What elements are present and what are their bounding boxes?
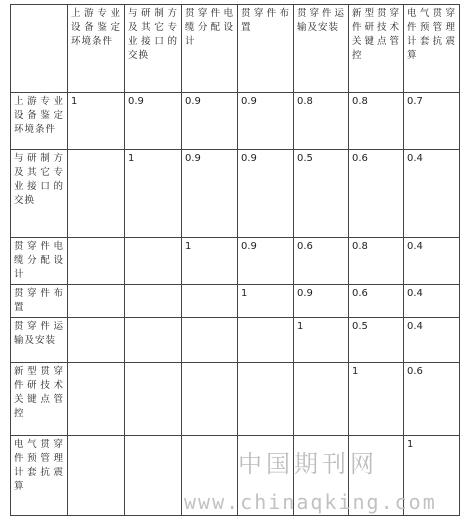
row-header: 贯穿件电缆分配设计 <box>11 238 68 285</box>
table-cell <box>125 238 182 285</box>
table-cell: 1 <box>125 150 182 238</box>
table-cell: 0.5 <box>349 318 404 363</box>
table-cell <box>68 363 125 436</box>
table-cell: 0.8 <box>349 238 404 285</box>
table-cell <box>182 285 238 318</box>
table-cell: 1 <box>238 285 294 318</box>
table-cell <box>125 285 182 318</box>
table-cell: 0.4 <box>404 150 460 238</box>
table-cell <box>125 436 182 516</box>
table-cell: 0.9 <box>125 93 182 150</box>
watermark-url: www.chinaqking.com <box>184 490 437 514</box>
row-header: 上游专业设备鉴定环境条件 <box>11 93 68 150</box>
row-header: 贯穿件布置 <box>11 285 68 318</box>
table-cell <box>125 318 182 363</box>
table-cell: 0.5 <box>294 150 349 238</box>
table-cell: 0.6 <box>404 363 460 436</box>
table-cell: 0.4 <box>404 318 460 363</box>
table-cell: 1 <box>294 318 349 363</box>
table-cell: 0.6 <box>349 150 404 238</box>
table-row <box>11 150 460 238</box>
table-cell: 0.6 <box>349 285 404 318</box>
table-cell: 0.9 <box>294 285 349 318</box>
table-cell <box>68 318 125 363</box>
table-row <box>11 363 460 436</box>
table-cell <box>182 363 238 436</box>
table-cell: 0.9 <box>238 238 294 285</box>
table-cell <box>294 363 349 436</box>
table-cell: 0.9 <box>238 93 294 150</box>
watermark-site-name: 中国期刊网 <box>238 450 378 478</box>
corner-cell <box>11 5 68 93</box>
col-header: 贯穿件运输及安装 <box>294 5 349 93</box>
table-cell: 1 <box>349 363 404 436</box>
table-cell <box>238 318 294 363</box>
table-cell: 1 <box>182 238 238 285</box>
row-header: 与研制方及其它专业接口的交换 <box>11 150 68 238</box>
col-header: 贯穿件布置 <box>238 5 294 93</box>
correlation-matrix-table <box>10 4 460 516</box>
table-cell <box>68 285 125 318</box>
row-header: 电气贯穿件预管理计套抗震算 <box>11 436 68 516</box>
table-cell: 0.9 <box>182 93 238 150</box>
table-cell: 1 <box>68 93 125 150</box>
table-cell: 1 <box>404 436 460 516</box>
row-header: 贯穿件运输及安装 <box>11 318 68 363</box>
table-row <box>11 93 460 150</box>
table-cell: 0.8 <box>294 93 349 150</box>
table-cell <box>125 363 182 436</box>
table-cell: 0.9 <box>182 150 238 238</box>
table-cell: 0.4 <box>404 238 460 285</box>
col-header: 新型贯穿件研技术关键点管控 <box>349 5 404 93</box>
table-row <box>11 238 460 285</box>
col-header: 贯穿件电缆分配设计 <box>182 5 238 93</box>
header-row <box>11 5 460 93</box>
table-cell: 0.7 <box>404 93 460 150</box>
table-cell: 0.6 <box>294 238 349 285</box>
table-cell: 0.9 <box>238 150 294 238</box>
col-header: 上游专业设备鉴定环境条件 <box>68 5 125 93</box>
col-header: 与研制方及其它专业接口的交换 <box>125 5 182 93</box>
table-row <box>11 318 460 363</box>
table-cell <box>68 238 125 285</box>
table-cell: 0.4 <box>404 285 460 318</box>
table-cell: 0.8 <box>349 93 404 150</box>
table-cell <box>68 436 125 516</box>
row-header: 新型贯穿件研技术关键点管控 <box>11 363 68 436</box>
table-cell <box>182 318 238 363</box>
table-row <box>11 285 460 318</box>
table-cell <box>238 363 294 436</box>
col-header: 电气贯穿件预管理计套抗震算 <box>404 5 460 93</box>
table-cell <box>68 150 125 238</box>
